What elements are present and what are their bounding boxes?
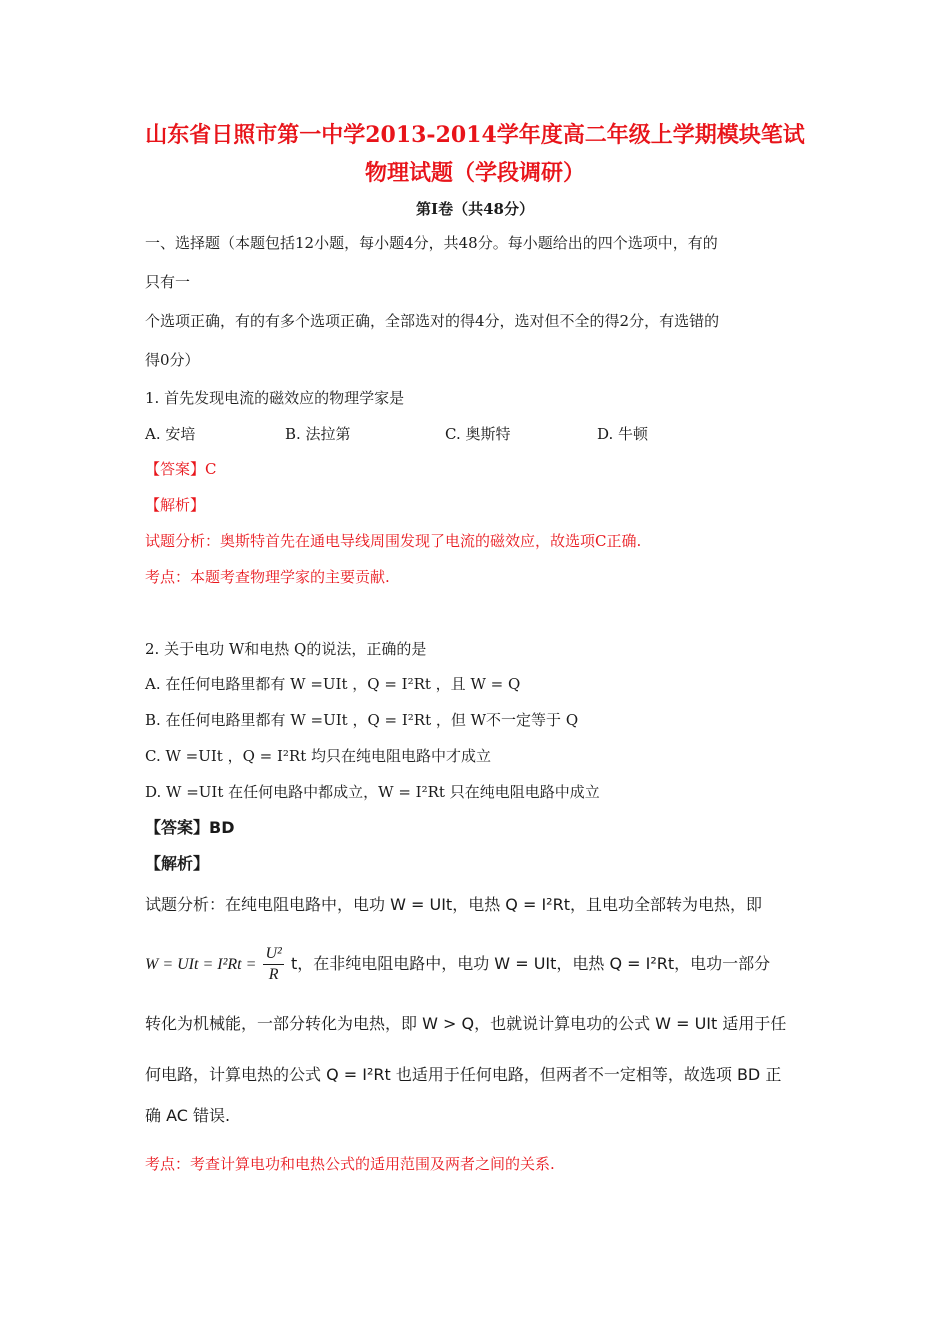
title-line-1: 山东省日照市第一中学2013-2014学年度高二年级上学期模块笔试 — [145, 122, 805, 148]
q2-analysis-line-2-rest: t，在非纯电阻电路中，电功 W = UIt，电热 Q = I²Rt，电功一部分 — [290, 954, 771, 973]
q1-option-d: D. 牛顿 — [597, 425, 649, 443]
instructions-line-2: 只有一 — [145, 273, 191, 291]
title-line-2: 物理试题（学段调研） — [364, 160, 585, 186]
q1-analysis: 试题分析：奥斯特首先在通电导线周围发现了电流的磁效应，故选项C正确. — [145, 532, 642, 550]
q2-analysis-line-2 — [145, 942, 770, 987]
q1-answer: 【答案】C — [145, 460, 217, 478]
instructions-line-4: 得0分） — [145, 351, 200, 369]
q2-analysis-line-5: 确 AC 错误. — [145, 1106, 231, 1125]
q2-option-a: A. 在任何电路里都有 W =UIt ，Q = I²Rt ，且 W = Q — [145, 675, 521, 693]
instructions-line-3: 个选项正确，有的有多个选项正确，全部选对的得4分，选对但不全的得2分，有选错的 — [145, 312, 720, 330]
q2-analysis-line-4: 何电路，计算电热的公式 Q = I²Rt 也适用于任何电路，但两者不一定相等，故选项 BD 正 — [145, 1065, 782, 1084]
q2-option-c: C. W =UIt ，Q = I²Rt 均只在纯电阻电路中才成立 — [145, 747, 492, 765]
q2-point: 考点：考查计算电功和电热公式的适用范围及两者之间的关系. — [145, 1155, 555, 1173]
q2-analysis-line-3: 转化为机械能，一部分转化为电热，即 W > Q，也就说计算电功的公式 W = UIt 适用于任 — [145, 1014, 787, 1033]
q2-option-d: D. W =UIt 在任何电路中都成立，W = I²Rt 只在纯电阻电路中成立 — [145, 783, 600, 801]
q2-stem: 2. 关于电功 W和电热 Q的说法，正确的是 — [145, 640, 427, 658]
q2-answer: 【答案】BD — [145, 818, 235, 837]
fraction-u2-over-r — [263, 944, 283, 985]
q1-option-a: A. 安培 — [145, 425, 196, 443]
q1-stem: 1. 首先发现电流的磁效应的物理学家是 — [145, 389, 405, 407]
q1-option-b: B. 法拉第 — [285, 425, 351, 443]
instructions-line-1: 一、选择题（本题包括12小题，每小题4分，共48分。每小题给出的四个选项中，有的 — [145, 234, 718, 252]
q2-option-b: B. 在任何电路里都有 W =UIt ，Q = I²Rt ，但 W不一定等于 Q — [145, 711, 579, 729]
fraction-denominator: R — [268, 966, 279, 983]
q1-point: 考点：本题考查物理学家的主要贡献. — [145, 568, 390, 586]
formula-energy-chain: W = UIt = I²Rt = — [145, 956, 257, 973]
fraction-numerator: U² — [263, 944, 283, 965]
q2-analysis-line-1: 试题分析：在纯电阻电路中，电功 W = UIt，电热 Q = I²Rt，且电功全部转为电热，即 — [145, 895, 762, 914]
q1-option-c: C. 奥斯特 — [445, 425, 511, 443]
q2-analysis-label: 【解析】 — [145, 854, 210, 873]
q1-analysis-label: 【解析】 — [145, 496, 206, 514]
section-heading: 第Ⅰ卷（共48分） — [416, 200, 534, 218]
